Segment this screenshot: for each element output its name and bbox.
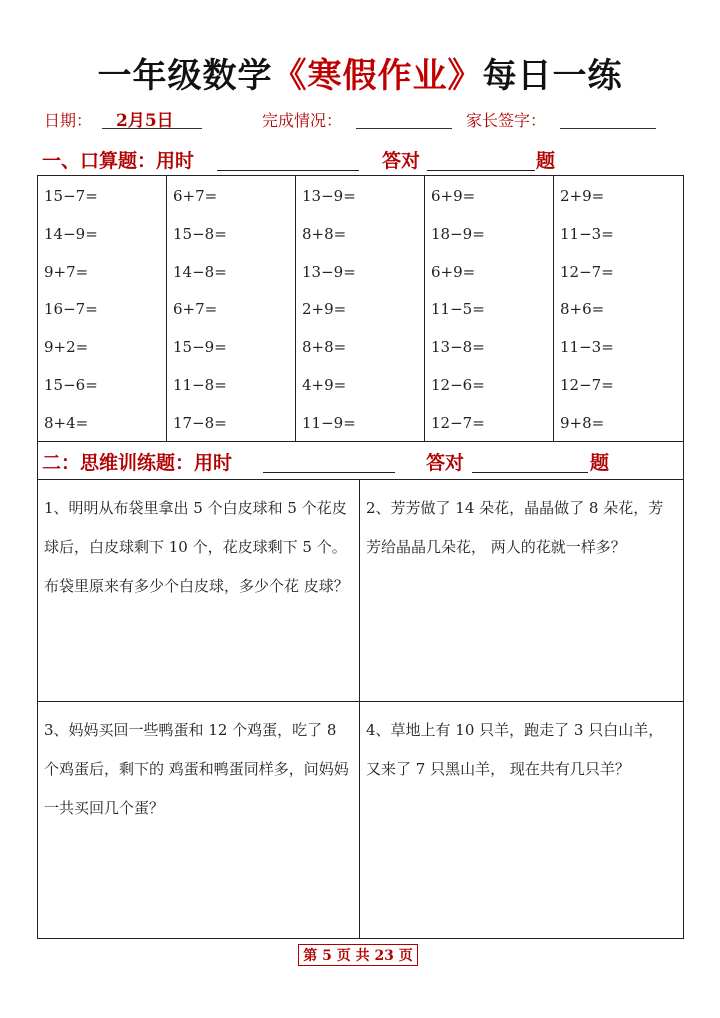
calc-column — [553, 176, 683, 441]
question-cell[interactable] — [360, 701, 683, 938]
calc-problem: 4+9= — [302, 375, 347, 394]
section2-heading: 二：思维训练题：用时 答对 题 — [42, 448, 662, 476]
calc-problem: 11−3= — [560, 338, 614, 357]
calc-problem: 12−6= — [431, 375, 485, 394]
section2-answered-field[interactable] — [472, 452, 588, 473]
calc-problem: 6+9= — [431, 187, 476, 205]
calc-problem: 11−5= — [431, 300, 485, 319]
calc-problem: 11−9= — [302, 413, 356, 432]
date-label: 日期： — [44, 111, 93, 130]
calc-problem: 8+4= — [44, 413, 89, 432]
thinking-section — [37, 441, 684, 939]
section2-unit: 题 — [590, 452, 610, 474]
calc-column — [424, 176, 553, 441]
question-cell[interactable] — [38, 479, 359, 701]
calc-problem: 9+8= — [560, 413, 605, 432]
section1-heading: 一、口算题：用时 答对 题 — [42, 146, 662, 174]
calc-problem: 15−7= — [44, 187, 98, 205]
calc-problem: 6+7= — [173, 187, 218, 205]
calc-problem: 9+7= — [44, 262, 89, 281]
section1-unit: 题 — [536, 150, 556, 172]
page-title: 一年级数学《寒假作业》每日一练 — [97, 56, 623, 96]
calc-problem: 2+9= — [560, 187, 605, 205]
calc-problem: 13−8= — [431, 338, 485, 357]
calc-problem: 15−9= — [173, 338, 227, 357]
calc-problem: 8+6= — [560, 300, 605, 319]
calc-problem: 8+8= — [302, 338, 347, 357]
calc-problem: 18−9= — [431, 224, 485, 243]
calc-problem: 12−7= — [560, 375, 614, 394]
calc-problem: 16−7= — [44, 300, 98, 319]
calc-column — [166, 176, 295, 441]
calc-problem: 9+2= — [44, 338, 89, 357]
question-text: 4、草地上有 10 只羊，跑走了 3 只白山羊，又来了 7 只黑山羊， 现在共有几只羊？ — [366, 721, 664, 778]
calc-table — [37, 175, 684, 442]
calc-problem: 2+9= — [302, 300, 347, 319]
section1-answered-label: 答对 — [382, 150, 421, 172]
signature-label: 家长签字： — [466, 111, 547, 130]
calc-problem: 6+9= — [431, 262, 476, 281]
section2-time-field[interactable] — [263, 452, 395, 473]
question-cell[interactable] — [38, 701, 359, 938]
calc-column — [295, 176, 424, 441]
calc-problem: 15−8= — [173, 224, 227, 243]
signature-field[interactable] — [560, 108, 656, 129]
calc-problem: 12−7= — [431, 413, 485, 432]
calc-problem: 15−6= — [44, 375, 98, 394]
question-cell[interactable] — [360, 479, 683, 701]
calc-problem: 17−8= — [173, 413, 227, 432]
calc-problem: 6+7= — [173, 300, 218, 319]
calc-problem: 12−7= — [560, 262, 614, 281]
calc-problem: 11−3= — [560, 224, 614, 243]
calc-problem: 14−8= — [173, 262, 227, 281]
completion-field[interactable] — [356, 108, 452, 129]
section1-answered-field[interactable] — [427, 150, 535, 171]
section1-time-field[interactable] — [217, 150, 359, 171]
date-value: 2月5日 — [116, 111, 174, 131]
calc-problem: 13−9= — [302, 187, 356, 205]
calc-problem: 13−9= — [302, 262, 356, 281]
calc-column — [38, 176, 166, 441]
meta-row — [44, 108, 684, 132]
question-text: 3、妈妈买回一些鸭蛋和 12 个鸡蛋，吃了 8 个鸡蛋后，剩下的 鸡蛋和鸭蛋同样多，问妈妈一共买回几个蛋？ — [44, 721, 349, 817]
completion-label: 完成情况： — [262, 111, 343, 130]
page-number: 第 5 页 共 23 页 — [298, 944, 418, 966]
section2-answered-label: 答对 — [426, 452, 465, 474]
calc-problem: 14−9= — [44, 224, 98, 243]
calc-problem: 8+8= — [302, 224, 347, 243]
question-text: 2、芳芳做了 14 朵花，晶晶做了 8 朵花，芳芳给晶晶几朵花， 两人的花就一样多？ — [366, 499, 664, 556]
question-text: 1、明明从布袋里拿出 5 个白皮球和 5 个花皮球后，白皮球剩下 10 个，花皮球剩下 5 个。布袋里原来有多少个白皮球，多少个花 皮球？ — [44, 499, 349, 595]
calc-problem: 11−8= — [173, 375, 227, 394]
